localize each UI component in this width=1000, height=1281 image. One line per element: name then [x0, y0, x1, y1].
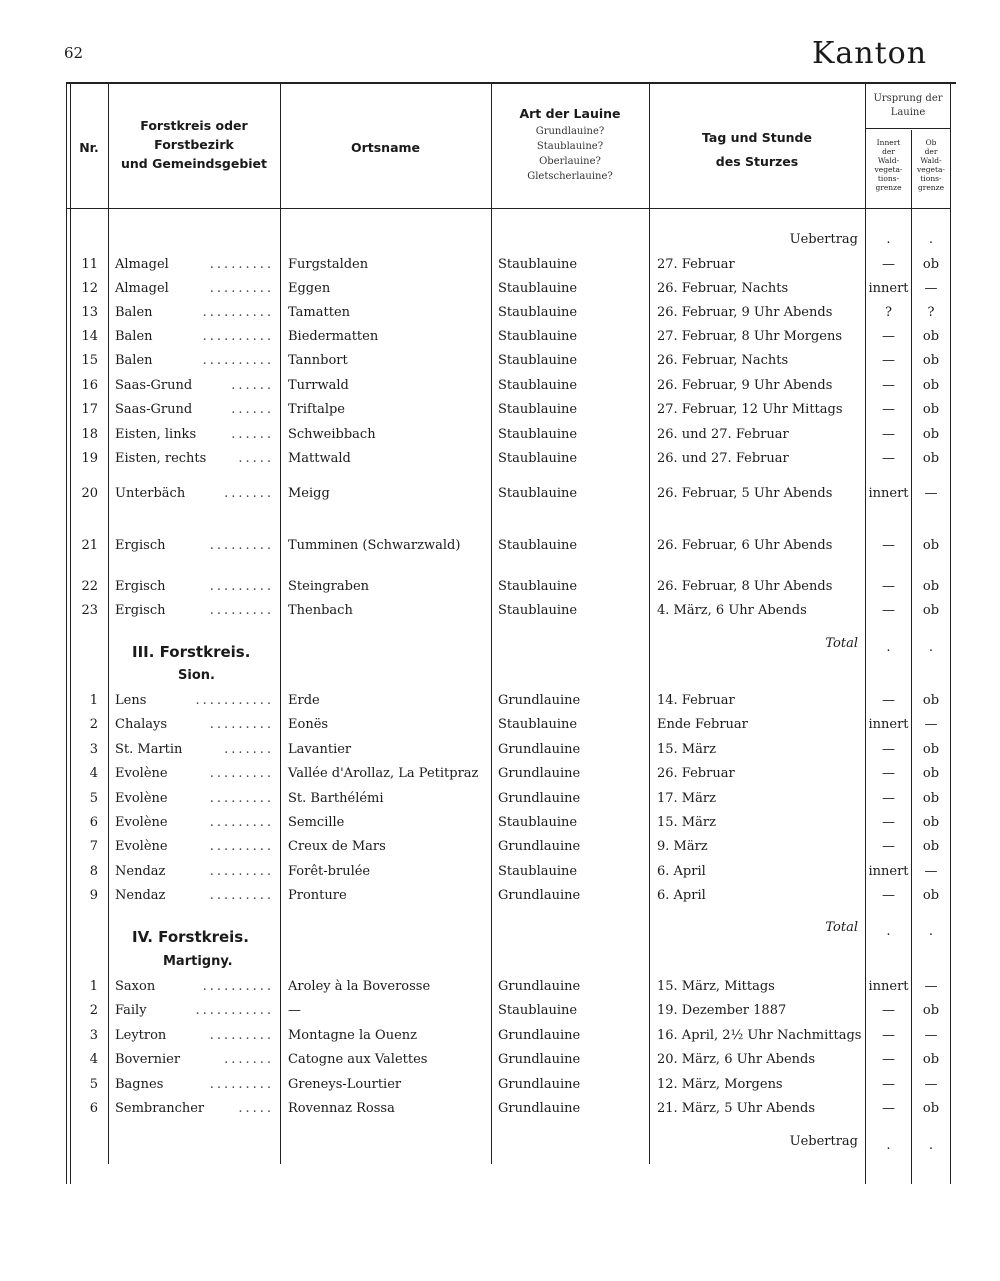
- leader-dots: .....: [238, 1101, 274, 1116]
- row-gebiet: Balen: [115, 353, 153, 368]
- row-gebiet: Evolène: [115, 839, 168, 854]
- row-innert: —: [882, 742, 895, 757]
- row-innert: innert: [868, 717, 909, 732]
- row-ob: ob: [922, 451, 940, 466]
- innert-line3: Wald-: [877, 156, 900, 165]
- uebertrag-bottom-innert: .: [886, 1138, 891, 1153]
- row-art: Grundlauine: [498, 791, 581, 806]
- row-tag: 4. März, 6 Uhr Abends: [657, 603, 807, 618]
- row-ob: —: [924, 486, 938, 501]
- row-tag: 6. April: [657, 864, 706, 879]
- row-gebiet: St. Martin: [115, 742, 183, 757]
- row-ortsname: Lavantier: [288, 742, 352, 757]
- uebertrag-top-ob: .: [928, 232, 934, 247]
- row-nr: 4: [89, 766, 98, 781]
- header-nr: Nr.: [79, 140, 99, 155]
- leader-dots: .........: [209, 717, 274, 732]
- col-rule-right: [950, 84, 951, 1184]
- header-ob: [912, 138, 950, 192]
- row-nr: 6: [89, 1101, 98, 1116]
- header-forstkreis-line2: Forstbezirk: [154, 137, 234, 152]
- header-ortsname: Ortsname: [350, 140, 421, 155]
- total-a-innert: .: [886, 640, 891, 655]
- total-a-ob: .: [928, 640, 934, 655]
- leader-dots: .........: [209, 864, 274, 879]
- uebertrag-bottom-label: Uebertrag: [789, 1134, 858, 1149]
- row-nr: 4: [89, 1052, 98, 1067]
- leader-dots: ..........: [202, 305, 274, 320]
- row-tag: 15. März: [657, 815, 716, 830]
- row-nr: 17: [81, 402, 98, 417]
- row-gebiet: Eisten, links: [115, 427, 197, 442]
- row-nr: 12: [81, 281, 98, 296]
- row-ob: ob: [922, 888, 940, 903]
- row-ortsname: Montagne la Ouenz: [288, 1028, 417, 1043]
- row-ortsname: Meigg: [288, 486, 330, 501]
- row-nr: 23: [81, 603, 98, 618]
- row-ortsname: St. Barthélémi: [288, 791, 384, 806]
- col-rule-nr: [108, 84, 109, 1164]
- row-art: Staublauine: [498, 603, 578, 618]
- outer-left-rule-2: [70, 84, 71, 1184]
- row-ortsname: Eggen: [288, 281, 331, 296]
- row-tag: 15. März, Mittags: [657, 979, 775, 994]
- row-ob: —: [924, 979, 938, 994]
- row-ob: ob: [922, 579, 940, 594]
- row-art: Grundlauine: [498, 839, 581, 854]
- row-nr: 16: [81, 378, 98, 393]
- row-gebiet: Evolène: [115, 815, 168, 830]
- row-ob: —: [924, 1028, 938, 1043]
- row-nr: 18: [81, 427, 98, 442]
- row-ortsname: Pronture: [288, 888, 347, 903]
- row-nr: 8: [89, 864, 98, 879]
- innert-line2: der: [882, 147, 895, 156]
- row-gebiet: Nendaz: [115, 864, 166, 879]
- row-ortsname: Furgstalden: [288, 257, 369, 272]
- art-option-grund: Grundlauine?: [535, 126, 605, 137]
- row-art: Staublauine: [498, 353, 578, 368]
- row-innert: —: [882, 815, 895, 830]
- row-nr: 9: [89, 888, 98, 903]
- leader-dots: .........: [209, 1028, 274, 1043]
- row-nr: 14: [81, 329, 98, 344]
- row-tag: 15. März: [657, 742, 716, 757]
- row-nr: 7: [89, 839, 98, 854]
- row-tag: 26. Februar, Nachts: [657, 281, 789, 296]
- art-option-gletscher: Gletscherlauine?: [527, 171, 613, 182]
- uebertrag-top-label: Uebertrag: [789, 232, 858, 247]
- row-tag: 27. Februar, 8 Uhr Morgens: [657, 329, 843, 344]
- row-ob: ob: [922, 815, 940, 830]
- row-innert: innert: [868, 281, 909, 296]
- row-gebiet: Saas-Grund: [115, 378, 193, 393]
- row-ob: ob: [922, 1052, 940, 1067]
- innert-line1: Innert: [876, 138, 901, 147]
- total-a-label: Total: [825, 636, 858, 651]
- innert-line4: vegeta-: [874, 165, 903, 174]
- row-gebiet: Chalays: [115, 717, 167, 732]
- row-ob: ob: [922, 257, 940, 272]
- row-ortsname: Semcille: [288, 815, 345, 830]
- row-innert: —: [882, 888, 895, 903]
- row-tag: 26. Februar, 8 Uhr Abends: [657, 579, 833, 594]
- row-innert: —: [882, 257, 895, 272]
- row-gebiet: Leytron: [115, 1028, 167, 1043]
- row-nr: 5: [89, 791, 98, 806]
- row-innert: —: [882, 1003, 895, 1018]
- row-ob: ob: [922, 538, 940, 553]
- row-art: Grundlauine: [498, 742, 581, 757]
- row-ob: —: [924, 864, 938, 879]
- row-ob: ob: [922, 742, 940, 757]
- leader-dots: .......: [224, 486, 274, 501]
- row-ortsname: Tannbort: [288, 353, 348, 368]
- row-ob: ob: [922, 427, 940, 442]
- uebertrag-top-innert: .: [886, 232, 891, 247]
- leader-dots: ..........: [202, 329, 274, 344]
- row-art: Staublauine: [498, 427, 578, 442]
- row-tag: 20. März, 6 Uhr Abends: [657, 1052, 816, 1067]
- leader-dots: ...........: [195, 1003, 274, 1018]
- row-tag: 26. und 27. Februar: [657, 427, 789, 442]
- row-innert: —: [882, 693, 895, 708]
- row-innert: —: [882, 1077, 895, 1092]
- ob-line1: Ob: [925, 138, 937, 147]
- art-option-ober: Oberlauine?: [539, 156, 601, 167]
- row-gebiet: Evolène: [115, 766, 168, 781]
- row-ob: ?: [927, 305, 935, 320]
- row-gebiet: Sembrancher: [115, 1101, 205, 1116]
- leader-dots: .........: [209, 839, 274, 854]
- row-art: Staublauine: [498, 257, 578, 272]
- row-tag: 17. März: [657, 791, 716, 806]
- leader-dots: .........: [209, 888, 274, 903]
- leader-dots: ...........: [195, 693, 274, 708]
- row-art: Staublauine: [498, 486, 578, 501]
- row-ob: ob: [922, 353, 940, 368]
- row-innert: —: [882, 603, 895, 618]
- header-art-options: [491, 124, 649, 184]
- row-innert: ?: [885, 305, 892, 320]
- row-gebiet: Almagel: [115, 281, 169, 296]
- row-nr: 6: [89, 815, 98, 830]
- row-tag: 12. März, Morgens: [657, 1077, 783, 1092]
- row-ortsname: Aroley à la Boverosse: [288, 979, 431, 994]
- row-ortsname: —: [288, 1003, 301, 1018]
- row-innert: —: [882, 1028, 895, 1043]
- header-ursprung: Ursprung der Lauine: [873, 93, 943, 118]
- innert-line6: grenze: [875, 183, 902, 192]
- row-tag: 26. Februar, 6 Uhr Abends: [657, 538, 833, 553]
- row-nr: 22: [81, 579, 98, 594]
- section-sub-sion: Sion.: [178, 668, 215, 683]
- row-innert: —: [882, 1101, 895, 1116]
- row-gebiet: Saas-Grund: [115, 402, 193, 417]
- art-option-staub: Staublauine?: [536, 141, 604, 152]
- row-nr: 3: [89, 742, 98, 757]
- row-gebiet: Unterbäch: [115, 486, 186, 501]
- leader-dots: .........: [209, 257, 274, 272]
- leader-dots: .......: [224, 1052, 274, 1067]
- row-tag: 6. April: [657, 888, 706, 903]
- row-innert: —: [882, 839, 895, 854]
- row-innert: —: [882, 579, 895, 594]
- row-ortsname: Rovennaz Rossa: [288, 1101, 395, 1116]
- row-art: Staublauine: [498, 402, 578, 417]
- row-tag: 16. April, 2½ Uhr Nachmittags: [657, 1028, 862, 1043]
- section-sub-martigny: Martigny.: [163, 954, 233, 969]
- row-art: Grundlauine: [498, 1077, 581, 1092]
- row-gebiet: Faily: [115, 1003, 147, 1018]
- row-ob: ob: [922, 1101, 940, 1116]
- row-gebiet: Eisten, rechts: [115, 451, 207, 466]
- table-top-rule: [66, 82, 956, 84]
- leader-dots: .........: [209, 603, 274, 618]
- row-tag: 26. Februar, 9 Uhr Abends: [657, 305, 833, 320]
- row-art: Grundlauine: [498, 979, 581, 994]
- header-tag: [649, 126, 865, 174]
- row-ortsname: Schweibbach: [288, 427, 376, 442]
- leader-dots: .........: [209, 1077, 274, 1092]
- leader-dots: .....: [238, 451, 274, 466]
- leader-dots: .........: [209, 579, 274, 594]
- row-nr: 3: [89, 1028, 98, 1043]
- ob-line6: grenze: [917, 183, 945, 192]
- row-ortsname: Greneys-Lourtier: [288, 1077, 402, 1092]
- row-ortsname: Erde: [288, 693, 320, 708]
- row-innert: —: [882, 791, 895, 806]
- total-b-innert: .: [886, 924, 891, 939]
- row-ob: ob: [922, 603, 940, 618]
- row-gebiet: Almagel: [115, 257, 169, 272]
- row-tag: 26. Februar, Nachts: [657, 353, 789, 368]
- row-ortsname: Thenbach: [288, 603, 353, 618]
- header-tag-line1: Tag und Stunde: [702, 130, 812, 145]
- row-tag: 26. und 27. Februar: [657, 451, 789, 466]
- row-innert: —: [882, 402, 895, 417]
- leader-dots: ..........: [202, 979, 274, 994]
- col-rule-tag: [865, 84, 866, 1184]
- row-nr: 19: [81, 451, 98, 466]
- row-ob: ob: [922, 402, 940, 417]
- header-art: Art der Lauine: [519, 106, 621, 121]
- row-ortsname: Tumminen (Schwarzwald): [288, 538, 461, 553]
- row-gebiet: Ergisch: [115, 579, 166, 594]
- row-art: Staublauine: [498, 281, 578, 296]
- leader-dots: .........: [209, 538, 274, 553]
- row-innert: —: [882, 353, 895, 368]
- row-gebiet: Balen: [115, 305, 153, 320]
- col-rule-gebiet: [280, 84, 281, 1164]
- row-ob: —: [924, 717, 938, 732]
- row-nr: 13: [81, 305, 98, 320]
- row-art: Staublauine: [498, 1003, 578, 1018]
- section-title-iii: III. Forstkreis.: [132, 643, 251, 661]
- row-tag: 14. Februar: [657, 693, 735, 708]
- row-ortsname: Eonës: [288, 717, 329, 732]
- leader-dots: ..........: [202, 353, 274, 368]
- row-ortsname: Turrwald: [288, 378, 349, 393]
- section-title-iv: IV. Forstkreis.: [132, 928, 249, 946]
- leader-dots: .......: [224, 742, 274, 757]
- leader-dots: .........: [209, 281, 274, 296]
- row-art: Grundlauine: [498, 1028, 581, 1043]
- row-innert: innert: [868, 486, 909, 501]
- row-ortsname: Catogne aux Valettes: [288, 1052, 428, 1067]
- row-ob: ob: [922, 766, 940, 781]
- row-art: Staublauine: [498, 579, 578, 594]
- row-gebiet: Nendaz: [115, 888, 166, 903]
- row-art: Grundlauine: [498, 1101, 581, 1116]
- row-ob: ob: [922, 329, 940, 344]
- row-nr: 1: [89, 979, 98, 994]
- row-art: Staublauine: [498, 864, 578, 879]
- ob-line2: der: [924, 147, 938, 156]
- row-art: Staublauine: [498, 329, 578, 344]
- row-ob: —: [924, 1077, 938, 1092]
- row-ob: ob: [922, 839, 940, 854]
- row-innert: —: [882, 427, 895, 442]
- row-ortsname: Triftalpe: [288, 402, 346, 417]
- row-tag: 26. Februar: [657, 766, 735, 781]
- total-b-label: Total: [825, 920, 858, 935]
- header-bottom-rule: [66, 208, 950, 209]
- row-gebiet: Evolène: [115, 791, 168, 806]
- row-innert: —: [882, 451, 895, 466]
- col-rule-art: [649, 84, 650, 1164]
- row-innert: —: [882, 1052, 895, 1067]
- row-ortsname: Mattwald: [288, 451, 351, 466]
- header-forstkreis-line3: und Gemeindsgebiet: [120, 156, 268, 171]
- leader-dots: ......: [231, 378, 274, 393]
- row-innert: —: [882, 766, 895, 781]
- leader-dots: .........: [209, 766, 274, 781]
- row-innert: —: [882, 329, 895, 344]
- leader-dots: ......: [231, 402, 274, 417]
- row-nr: 15: [81, 353, 98, 368]
- row-tag: 21. März, 5 Uhr Abends: [657, 1101, 816, 1116]
- row-ortsname: Tamatten: [288, 305, 351, 320]
- ob-line5: tions-: [920, 174, 942, 183]
- row-innert: innert: [868, 979, 909, 994]
- row-tag: 27. Februar, 12 Uhr Mittags: [657, 402, 843, 417]
- header-tag-line2: des Sturzes: [715, 154, 799, 169]
- row-nr: 21: [81, 538, 98, 553]
- row-tag: 19. Dezember 1887: [657, 1003, 787, 1018]
- row-art: Staublauine: [498, 378, 578, 393]
- row-art: Staublauine: [498, 717, 578, 732]
- row-gebiet: Bagnes: [115, 1077, 164, 1092]
- row-tag: 26. Februar, 9 Uhr Abends: [657, 378, 833, 393]
- row-ortsname: Creux de Mars: [288, 839, 386, 854]
- running-head: Kanton: [812, 36, 928, 71]
- row-innert: innert: [868, 864, 909, 879]
- row-art: Staublauine: [498, 305, 578, 320]
- row-innert: —: [882, 378, 895, 393]
- row-gebiet: Bovernier: [115, 1052, 181, 1067]
- row-ob: —: [924, 281, 938, 296]
- row-art: Staublauine: [498, 451, 578, 466]
- row-nr: 2: [89, 1003, 98, 1018]
- row-ob: ob: [922, 791, 940, 806]
- leader-dots: ......: [231, 427, 274, 442]
- page-number: 62: [64, 44, 84, 62]
- row-innert: —: [882, 538, 895, 553]
- row-tag: Ende Februar: [657, 717, 748, 732]
- row-ortsname: Forêt-brulée: [288, 864, 371, 879]
- col-rule-ort: [491, 84, 492, 1164]
- uebertrag-bottom-ob: .: [928, 1138, 934, 1153]
- leader-dots: .........: [209, 815, 274, 830]
- row-tag: 27. Februar: [657, 257, 735, 272]
- ursprung-rule: [865, 128, 950, 129]
- row-gebiet: Saxon: [115, 979, 156, 994]
- row-art: Grundlauine: [498, 888, 581, 903]
- header-innert: [866, 138, 911, 192]
- row-art: Grundlauine: [498, 1052, 581, 1067]
- row-nr: 1: [89, 693, 98, 708]
- innert-line5: tions-: [877, 174, 900, 183]
- header-forstkreis-line1: Forstkreis oder: [140, 118, 248, 133]
- row-tag: 26. Februar, 5 Uhr Abends: [657, 486, 833, 501]
- header-forstkreis: [108, 116, 280, 173]
- row-gebiet: Balen: [115, 329, 153, 344]
- row-gebiet: Lens: [115, 693, 147, 708]
- row-tag: 9. März: [657, 839, 708, 854]
- row-ortsname: Biedermatten: [288, 329, 379, 344]
- row-nr: 20: [81, 486, 98, 501]
- row-art: Staublauine: [498, 815, 578, 830]
- ob-line4: vegeta-: [917, 165, 945, 174]
- leader-dots: .........: [209, 791, 274, 806]
- row-ortsname: Steingraben: [288, 579, 370, 594]
- row-nr: 5: [89, 1077, 98, 1092]
- row-ob: ob: [922, 693, 940, 708]
- ob-line3: Wald-: [920, 156, 942, 165]
- row-gebiet: Ergisch: [115, 603, 166, 618]
- row-art: Grundlauine: [498, 766, 581, 781]
- outer-left-rule: [66, 84, 67, 1184]
- row-nr: 11: [81, 257, 98, 272]
- row-ob: ob: [922, 1003, 940, 1018]
- row-ob: ob: [922, 378, 940, 393]
- row-ortsname: Vallée d'Arollaz, La Petitpraz: [288, 766, 479, 781]
- row-art: Staublauine: [498, 538, 578, 553]
- row-nr: 2: [89, 717, 98, 732]
- row-art: Grundlauine: [498, 693, 581, 708]
- row-gebiet: Ergisch: [115, 538, 166, 553]
- total-b-ob: .: [928, 924, 934, 939]
